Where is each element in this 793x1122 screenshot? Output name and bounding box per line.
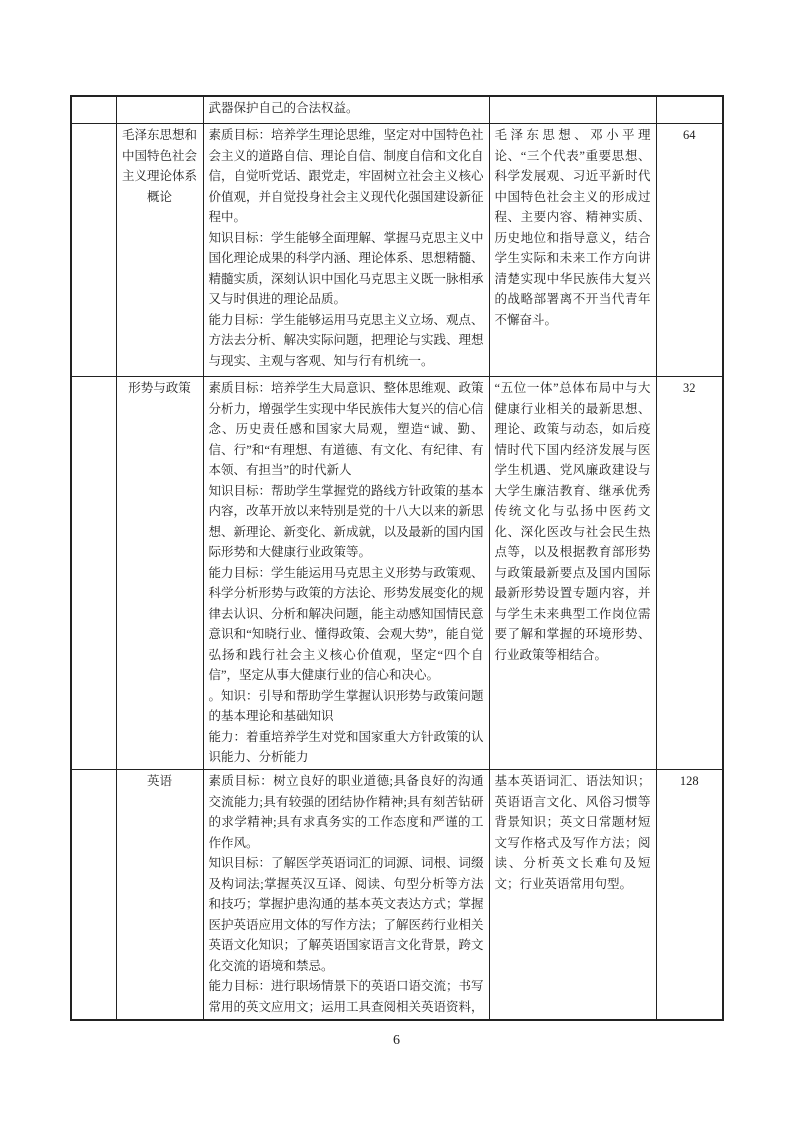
category-cell (71, 96, 116, 124)
content-cell (489, 770, 656, 1021)
objective-paragraph: 能力目标：进行职场情景下的英语口语交流；书写常用的英文应用文；运用工具查阅相关英语资料， (208, 979, 484, 1014)
objective-paragraph: 能力目标：学生能够运用马克思主义立场、观点、方法去分析、解决实际问题，把理论与实践、理想与现实、主观与客观、知与行有机统一。 (208, 312, 484, 368)
objective-paragraph: 知识目标：了解医学英语词汇的词源、词根、词缀及构词法;掌握英汉互译、阅读、句型分析等方法和技巧；掌握护患沟通的基本英文表达方式；掌握医护英语应用文体的写作方法；了解医药行业相关英语文化知识；了解英语国家语言文化背景，跨文化交流的语境和禁忌。 (208, 856, 484, 973)
content-paragraph: 基本英语词汇、语法知识；英语语言文化、风俗习惯等背景知识；英文日常题材短文写作格式及写作方法；阅读、分析英文长难句及短文；行业英语常用句型。 (494, 774, 651, 891)
content-paragraph: “五位一体”总体布局中与大健康行业相关的最新思想、理论、政策与动态，如后疫情时代下国内经济发展与医学生机遇、党风廉政建设与大学生廉洁教育、继承优秀传统文化与弘扬中医药文化、深化医改与社会民生热点等，以及根据教育部形势与政策最新要点及国内国际最新形势设置专题内容，并与学生未来典型工作岗位需要了解和掌握的环境形势、行业政策等相结合。 (494, 381, 651, 662)
category-cell (71, 377, 116, 770)
objective-paragraph: 知识目标：帮助学生掌握党的路线方针政策的基本内容，改革开放以来特别是党的十八大以来的新思想、新理论、新变化、新成就，以及最新的国内国际形势和大健康行业政策等。 (208, 483, 484, 559)
hours-cell (656, 96, 723, 124)
objectives-cell (203, 770, 489, 1021)
objective-paragraph: 素质目标：培养学生理论思维，坚定对中国特色社会主义的道路自信、理论自信、制度自信和文化自信，自觉听党话、跟党走，牢固树立社会主义核心价值观，并自觉投身社会主义现代化强国建设新征程中。 (208, 128, 484, 224)
objectives-cell (203, 377, 489, 770)
table-row (71, 770, 723, 1021)
category-cell (71, 770, 116, 1021)
course-name-cell (116, 96, 203, 124)
objectives-cell (203, 96, 489, 124)
objective-paragraph: 知识目标：学生能够全面理解、掌握马克思主义中国化理论成果的科学内涵、理论体系、思想精髓、精髓实质，深刻认识中国化马克思主义既一脉相承又与时俱进的理论品质。 (208, 230, 484, 306)
table-row (71, 124, 723, 377)
course-name-cell: 形势与政策 (116, 377, 203, 770)
content-cell (489, 124, 656, 377)
objective-paragraph: 素质目标：树立良好的职业道德;具备良好的沟通交流能力;具有较强的团结协作精神;具有刻苦钻研的求学精神;具有求真务实的工作态度和严谨的工作作风。 (208, 774, 484, 850)
hours-cell: 128 (656, 770, 723, 1021)
objective-paragraph: 素质目标：培养学生大局意识、整体思维观、政策分析力，增强学生实现中华民族伟大复兴的信心信念、历史责任感和国家大局观，塑造“诚、勤、信、行”和“有理想、有道德、有文化、有纪律、有本领、有担当”的时代新人 (208, 381, 484, 477)
curriculum-table (70, 95, 724, 1021)
objective-paragraph: 武器保护自己的合法权益。 (208, 101, 359, 115)
content-paragraph: 毛泽东思想、邓小平理论、“三个代表”重要思想、科学发展观、习近平新时代中国特色社会主义的形成过程、主要内容、精神实质、历史地位和指导意义，结合学生实际和未来工作方向讲清楚实现中华民族伟大复兴的战略部署离不开当代青年不懈奋斗。 (494, 128, 651, 327)
table-row (71, 96, 723, 124)
category-cell (71, 124, 116, 377)
hours-cell: 32 (656, 377, 723, 770)
page-number: 6 (393, 1033, 400, 1048)
content-cell (489, 96, 656, 124)
objective-paragraph: 。知识：引导和帮助学生掌握认识形势与政策问题的基本理论和基础知识 (208, 688, 484, 723)
objective-paragraph: 能力：着重培养学生对党和国家重大方针政策的认识能力、分析能力 (208, 729, 484, 764)
objective-paragraph: 能力目标：学生能运用马克思主义形势与政策观、科学分析形势与政策的方法论、形势发展变化的规律去认识、分析和解决问题，能主动感知国情民意意识和“知晓行业、懂得政策、会观大势”，能自觉弘扬和践行社会主义核心价值观，坚定“四个自信”，坚定从事大健康行业的信心和决心。 (208, 565, 484, 682)
course-name-cell: 英语 (116, 770, 203, 1021)
hours-cell: 64 (656, 124, 723, 377)
course-name-cell: 毛泽东思想和中国特色社会主义理论体系概论 (116, 124, 203, 377)
table-row (71, 377, 723, 770)
content-cell (489, 377, 656, 770)
objectives-cell (203, 124, 489, 377)
